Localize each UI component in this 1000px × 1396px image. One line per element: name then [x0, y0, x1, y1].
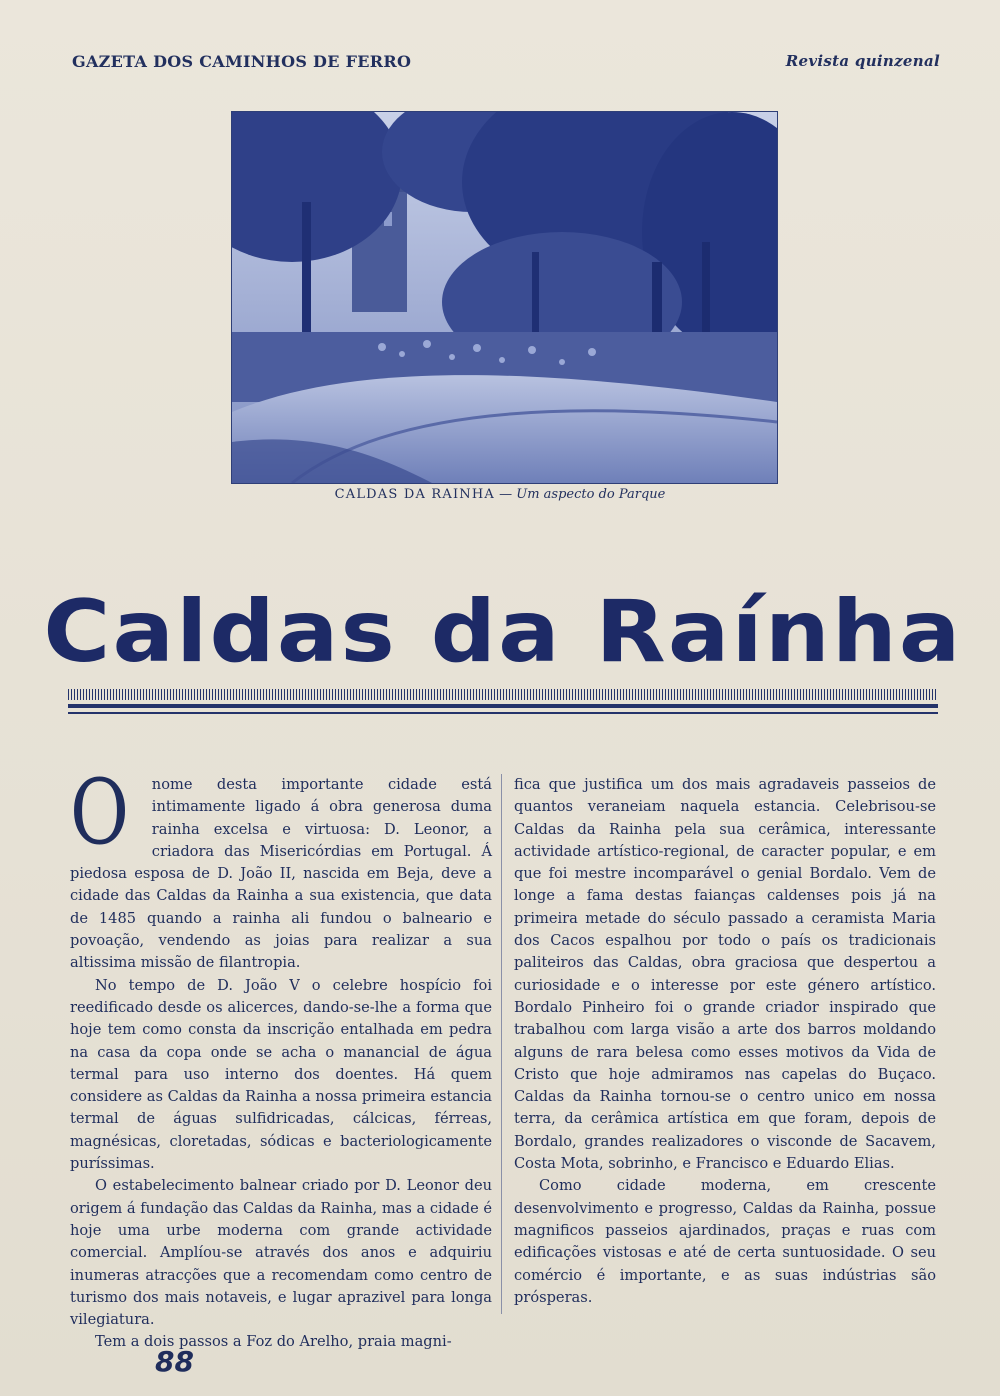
page-number: 88 [155, 1345, 194, 1378]
article-column-left [70, 760, 492, 1354]
article-paragraph: Como cidade moderna, em crescente desenvolvimento e progresso, Caldas da Rainha, possue magnificos passeios ajardinados, praças e ruas com edificações vistosas e até de certa suntuosidade. O seu comércio é importante, e as suas indústrias são prósperas. [514, 1177, 936, 1306]
publication-frequency: Revista quinzenal [785, 52, 940, 70]
caption-place: CALDAS DA RAINHA [334, 487, 495, 502]
article-paragraph: O nome desta importante cidade está intimamente ligado á obra generosa duma rainha excelsa e virtuosa: D. Leonor, a criadora das Misericórdias em Portugal. Á piedosa esposa de D. João II, nascida em Beja, deve a cidade das Caldas da Rainha a sua existencia, que data de 1485 quando a rainha ali fundou o balneario e povoação, vendendo as joias para realizar a sua altissima missão de filantropia. [70, 760, 492, 972]
article-title: Caldas da Raínha [43, 582, 963, 682]
caption-separator: — [494, 487, 517, 502]
column-divider [501, 774, 502, 1314]
title-rule-thick [68, 704, 938, 708]
park-photo [231, 111, 778, 484]
article-paragraph: Tem a dois passos a Foz do Arelho, praia magni- [95, 1333, 452, 1351]
article-column-right [514, 774, 936, 1309]
publication-title: GAZETA DOS CAMINHOS DE FERRO [72, 52, 412, 71]
title-rule-hatched [68, 689, 938, 700]
photo-caption [0, 487, 1000, 502]
caption-description: Um aspecto do Parque [516, 487, 666, 502]
article-paragraph: No tempo de D. João V o celebre hospício foi reedificado desde os alicerces, dando-se-lhe a forma que hoje tem como consta da inscrição entalhada em pedra na casa da copa onde se acha o manancial de água termal para uso interno dos doentes. Há quem considere as Caldas da Rainha a nossa primeira estancia termal de águas sulfidricadas, cálcicas, férreas, magnésicas, cloretadas, sódicas e bacteriologicamente puríssimas. [70, 976, 492, 1173]
drop-cap: O [70, 760, 130, 865]
park-photo-icon [232, 112, 777, 483]
article-paragraph: fica que justifica um dos mais agradaveis passeios de quantos veraneiam naquela estancia. Celebrisou-se Caldas da Rainha pela sua cerâmica, interessante actividade artístico-regional, de caracter popular, e em que foi mestre incomparável o genial Bordalo. Vem de longe a fama destas faianças caldenses pois já na primeira metade do século passado a ceramista Maria dos Cacos espalhou por todo o país os tradicionais paliteiros das Caldas, obra graciosa que despertou a curiosidade e o interesse por este género artístico. Bordalo Pinheiro foi o grande criador inspirado que trabalhou com larga visão a arte dos barros moldando alguns de rara belesa como esses motivos da Vida de Cristo que hoje admiramos nas capelas do Buçaco. Caldas da Rainha tornou-se o centro unico em nossa terra, da cerâmica artística em que foram, depois de Bordalo, grandes realizadores o visconde de Sacavem, Costa Mota, sobrinho, e Francisco e Eduardo Elias. [514, 776, 936, 1173]
article-paragraph: O estabelecimento balnear criado por D. Leonor deu origem á fundação das Caldas da Rainha, mas a cidade é hoje uma urbe moderna com grande actividade comercial. Amplíou-se através dos anos e adquiriu inumeras atracções que a recomendam como centro de turismo dos mais notaveis, e lugar aprazivel para longa vilegiatura. [70, 1177, 492, 1329]
title-rule-thin [68, 712, 938, 714]
